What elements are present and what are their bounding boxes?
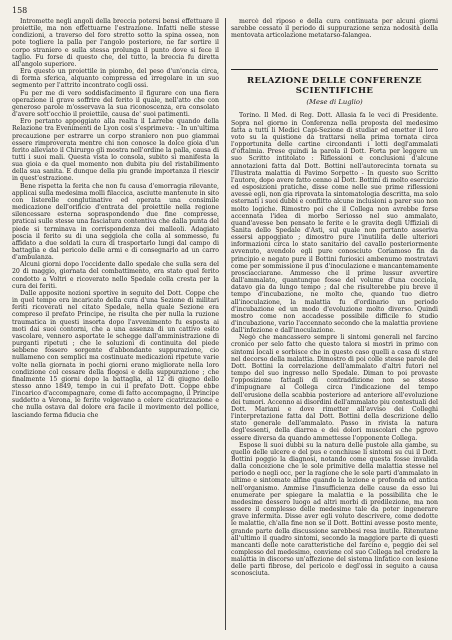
right-paragraph: Negò che mancassero sempre li sintomi generali nel farcino cronico per selo fatto che questo talora si mostri in primo con sintomi locali e sorbisce che in questo caso quelli a casa di stare nel decorso della malattia. Dimostro di poi colle stesse parole del Dott. Bottini la correlazione dell'ammalato d'altri futori nel tempo del suo ingresso nello Spedale. Diman to poi provaste l'opposizione fattagli di contraddizione non se stesso d'impugnare al Collega circa l'indicazione del tempo dell'erusione della scabbia posteriore ad anteriore all'evoluzione dei tumori. Accenno ai disordini dell'ammalato piu contestuali del Dott. Mariani e dove rimetter all'avviso dei Colleghi l'interpretazione fatta dal Dott. Bottini della descrizione dello stato generale dell'ammalato. Passo in rivista la natura degl'essenti, della diarrea e dei dolori muscolari che pgrovo essere diversa da quando ammettesse l'opponente Collega. [231, 334, 438, 442]
right-column [231, 18, 438, 630]
left-paragraph: Alcuni giorni dopo l'occidente dallo spedale che sulla sera del 20 di maggio, giornata del combattimento, era stato quel ferito condotto a Voltri e ricoverato nello Spedale colla cresta per la cura dei feriti. [12, 261, 219, 290]
left-paragraph: Ero pertanto appoggiato alla realta il Larrebe quando della Relazione tra Evenimenti de Lyon cosi s'esprimeva: - In un'ultima precauzione per estrarre un corpo straniero non puo giammai essere rimproverata mentre chi non conosce la dolce gioia d'un ferito alleviato il Chirurgo gli mostra nell'ordine la palla, causa di tutti i suoi mali. Questa vista lo consola, subito si manifesta la sua gioia e da quel momento non dubita piu del ristabilimento della sua sanita. E dunque della piu grande importanza il riescir in quest'estrazione. [12, 118, 219, 183]
left-column [12, 18, 219, 630]
section-subtitle: (Mese di Luglio) [306, 98, 363, 107]
page-number: 158 [12, 6, 28, 15]
right-paragraph: Torino. Il Med. di Reg. Dott. Allasia fa le veci di Presidente. Sopra nel giorno in Conferenza nella proposta del medesimo fatta a tutti li Medici Capi-Sezione di studiar ed emetter il loro voto su la quistione da trattarsi nella prima tornata circa l'opportunita delle cartine circondanti i lotti degl'ammalati d'oftalmia. Prese quindi la parola il Dott. Forta per leggere un suo Scritto intitolato : Riflessioni e conclusioni d'alcune annotazioni fatta dal Dott. Bottini nell'autorecinta tornata su l'Ilustrata malattia di Pavimo Sorpetto - In questo suo Scritto l'autore, dopo avere fatto cenno al Dott. Bottini di molto esercizio ed esposizioni pratiche, disse come nelle sue prime riflessioni avesse egli, non gia riprovata la sintomatologia descritta, ma solo esternati i suoi dubbi e conflitto alcune inclusioni a parer suo non molto logiche. Rimostro poi che il Collega non avrebbe forse accennata l'idea di morbo Seriosso nel suo ammalato, quand'avesse ben pensato le ferite e le gravita degli Uffiziali di Sanita dello Spedale d'Asti, sul quale non pertanto asseriva essersi appoggiato ; dimostro pure l'inutilita delle ulteriori informazioni circa lo stato sanitario del cavallo posteriormente avvenuto, avendolo egli pure conosciuto Coriamoso fin da principio e negato pure il Bottini furiosici ambenumo mostratavi come per sommissione il pus d'inoculazione e mancantemamente prosciacciarane. Ammesso che il prime lussur avvertire dall'ammalato, quantunque fosse del volume d'una cocciola, datavo gia da lungo tempo ; dal che risulterebbe piu breve il tempo d'incubazione, ne molto che, quando tuo dietro all'inoculazione, la malattia fu d'ordinario un periodo d'incubazione ed un modo d'evoluzione molto diverso. Quindi mostro come non accadesse possibile difficile fo studio d'incubazione, vario l'accennato secondo che la malattia proviene dall'infezione e dall'inoculazione. [231, 112, 438, 335]
text-columns [12, 18, 438, 630]
left-paragraph: Fu per me di vero soddisfacimento il figurare con una fiera operazione il grave soffrire del ferito il quale, nell'atto che con generoso parole m'osservava la sua riconoscenza, era consolato d'avere sott'occhio il proiettile, causa de' suoi patimenti. [12, 89, 219, 119]
left-paragraph: Bene rispetta la ferita che non fu causa d'emorragia rilevante, applicai sulla medesima molli filaccica, asciutte mantenute in sito con listerelle conglutinative ed operata una consimile medicazione dell'orificio d'entrata del proiettile nella regione silencessare esterna sopraspondendo due fine compresse, praticai sulle stesse una fasciatura contentiva che dalla punta del piede si terminava in corrispondenza dei malleoli. Adagiato poscia il ferito su di una seggiola che colla al sommesso, fu affidato a due soldati la cura di trasportarlo lungi dal campo di battaglia e dal pericolo delle armi e di consegnarlo ad un carro d'ambulanza. [12, 182, 219, 262]
right-paragraph: Espose li suoi dubbi su la natura delle pustole alla gambe, su quello delle ulcere e del pus e conchiuse li sintomi su cui il Dott. Bottini poggio la diagnosi, notando come questa fosse invalida dalla concezione che le sole primitive della malattia stesse nel periodo e negli occ, per la ragione che le sole parti d'ammalato in ultime e sintomate alfine quando la lezione e profonda ed antica nell'organismo. Ammise l'insufficienza delle cause da esso lui enumerate per spiegare la malattia e la possibilita che le medesime dessero luogo ad altri morbi di predilezione, ma non essere il complesso delle medesime tale da poter ingenerare grave infermita. Disse aver egli voluto descrivere, come dedotte le malattie, ch'alla fine non se il Dott. Bottini avesse posto mente, grande parte della discussione sarebbesi resa inutile. Ritenutane all'ultimo il quadro sintomi, secondo la maggiore parte di questi mancanti delle note caratteristiche del farcino e, peggio dei sel complesso del medesimo, conviene col suo Collega nel credere la malattia in discorso un'affezione del sistema linfatico con lesione delle parti fibrose, del pericolo e degl'ossi in seguito a causa sconosciuta. [231, 441, 438, 578]
left-paragraph: Dalle apposite nozioni sportive in seguito del Dott. Coppe che in quel tempo era incaricato della cura d'una Sezione di militari feriti ricoverati nel citato Spedale, nella quale Sezione era compreso il prefato Principe, ne risulta che per nulla la ruzione traumatica in questi insorta dopo l'avvenimento fu esposta ai moti dai suoi contorni, che a una assenza di un cattivo esito vascolare, vennero asportate le schegge dall'amministrazione di purganti ripetuti ; che le soluzioni di continuita del piede sebbene fossero sorgente d'abbondante suppurazione, cio nullameno con semplici ma costinuate medicazioni ripetute varie volte nella giornata in pochi giorni erano migliorate nella loro condizione col cessare della flogosi e della suppurazione ; che finalmente 15 giorni dopo la battaglia, al 12 di giugno dello stesso anno 1849, tempo in cui il prefato Dott. Coppe ebbe l'incarico d'accompagnare, come di fatto accompagno, il Principe suddetto a Verona, le ferite volgevano a celere cicatrizzazione e che nulla ostava dal dolore era facile il movimento del pollice, lasciando ferma fiducia che [12, 289, 219, 419]
left-paragraph: Intromette negli angoli della breccia potersi bensi effettuare il proiettile, ma non effettuarne l'estrazione. Infatti nelle stesse condizioni, a traverso del foro stretto sotto la spina ossea, non pote togliere la palla per l'angolo posteriore, ne far sortire il corpo straniero e sulla stessa prolunga il punto dove si fece il taglio. Fu forse di questo che, del tutto, la breccia fu diretta all'angolo superiore. [12, 18, 219, 68]
right-intro-paragraph: mercè del riposo e della cura continuata per alcuni giorni sarebbe cessato il periodo di suppurazione senza nodosità della mentovata articolazione metatarso-falangea. [231, 18, 438, 40]
section-rule-top [231, 69, 438, 70]
section-title: RELAZIONE DELLE CONFERENZE SCIENTIFICHE [247, 76, 422, 97]
section-heading [231, 69, 438, 106]
left-paragraph: Era questo un proiettile in piombo, del peso d'un'oncia circa, di forma sferica, alquanto compressa ed irregolare in un suo segmento per l'attrito incontrato cogli ossi. [12, 68, 219, 90]
